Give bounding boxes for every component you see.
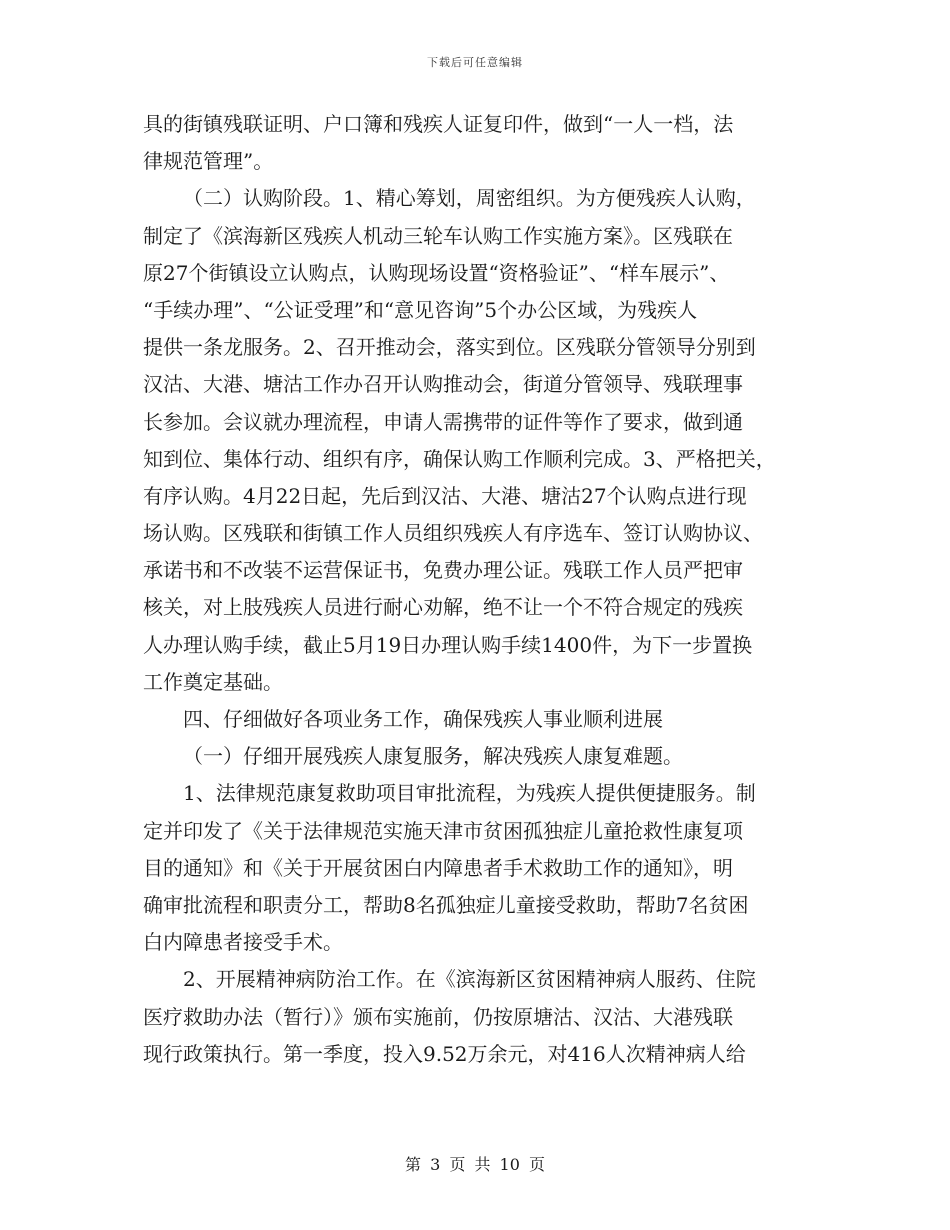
text-line: 制定了《滨海新区残疾人机动三轮车认购工作实施方案》。区残联在 bbox=[143, 223, 733, 248]
text-line: 现行政策执行。第一季度，投入9.52万余元，对416人次精神病人给 bbox=[143, 1041, 746, 1066]
text-line: 白内障患者接受手术。 bbox=[143, 930, 343, 955]
text-line: “手续办理”、“公证受理”和“意见咨询”5个办公区域，为残疾人 bbox=[143, 297, 698, 322]
text-line: 1、法律规范康复救助项目审批流程，为残疾人提供便捷服务。制 bbox=[183, 781, 756, 806]
text-line: 知到位、集体行动、组织有序，确保认购工作顺利完成。3、严格把关， bbox=[143, 446, 776, 471]
text-line: 定并印发了《关于法律规范实施天津市贫困孤独症儿童抢救性康复项 bbox=[143, 818, 743, 843]
text-line: （二）认购阶段。1、精心筹划，周密组织。为方便残疾人认购， bbox=[183, 186, 756, 211]
text-line: 具的街镇残联证明、户口簿和残疾人证复印件，做到“一人一档，法 bbox=[143, 112, 734, 136]
text-line: 有序认购。4月22日起，先后到汉沽、大港、塘沽27个认购点进行现 bbox=[143, 483, 747, 508]
page-number-footer: 第 3 页 共 10 页 bbox=[405, 1155, 545, 1174]
text-line: 四、仔细做好各项业务工作，确保残疾人事业顺利进展 bbox=[183, 707, 663, 731]
text-line: 确审批流程和职责分工，帮助8名孤独症儿童接受救助，帮助7名贫困 bbox=[143, 892, 749, 917]
text-line: 原27个街镇设立认购点，认购现场设置“资格验证”、“样车展示”、 bbox=[143, 260, 730, 285]
text-line: 场认购。区残联和街镇工作人员组织残疾人有序选车、签订认购协议、 bbox=[143, 521, 763, 546]
text-line: （一）仔细开展残疾人康复服务，解决残疾人康复难题。 bbox=[183, 744, 683, 769]
page-header: 下载后可任意编辑 bbox=[427, 56, 523, 69]
document-body bbox=[143, 106, 808, 1073]
text-line: 目的通知》和《关于开展贫困白内障患者手术救助工作的通知》，明 bbox=[143, 855, 733, 880]
text-line: 核关，对上肢残疾人员进行耐心劝解，绝不让一个不符合规定的残疾 bbox=[143, 595, 743, 620]
text-line: 提供一条龙服务。2、召开推动会，落实到位。区残联分管领导分别到 bbox=[143, 335, 756, 360]
text-line: 长参加。会议就办理流程，申请人需携带的证件等作了要求，做到通 bbox=[143, 409, 743, 434]
text-line: 2、开展精神病防治工作。在《滨海新区贫困精神病人服药、住院 bbox=[183, 967, 756, 992]
text-line: 汉沽、大港、塘沽工作办召开认购推动会，街道分管领导、残联理事 bbox=[143, 372, 743, 397]
text-line: 承诺书和不改装不运营保证书，免费办理公证。残联工作人员严把审 bbox=[143, 558, 743, 583]
text-line: 律规范管理”。 bbox=[143, 149, 274, 174]
text-line: 工作奠定基础。 bbox=[143, 669, 283, 694]
text-line: 医疗救助办法（暂行）》颁布实施前，仍按原塘沽、汉沽、大港残联 bbox=[143, 1004, 733, 1029]
text-line: 人办理认购手续，截止5月19日办理认购手续1400件，为下一步置换 bbox=[143, 632, 753, 657]
